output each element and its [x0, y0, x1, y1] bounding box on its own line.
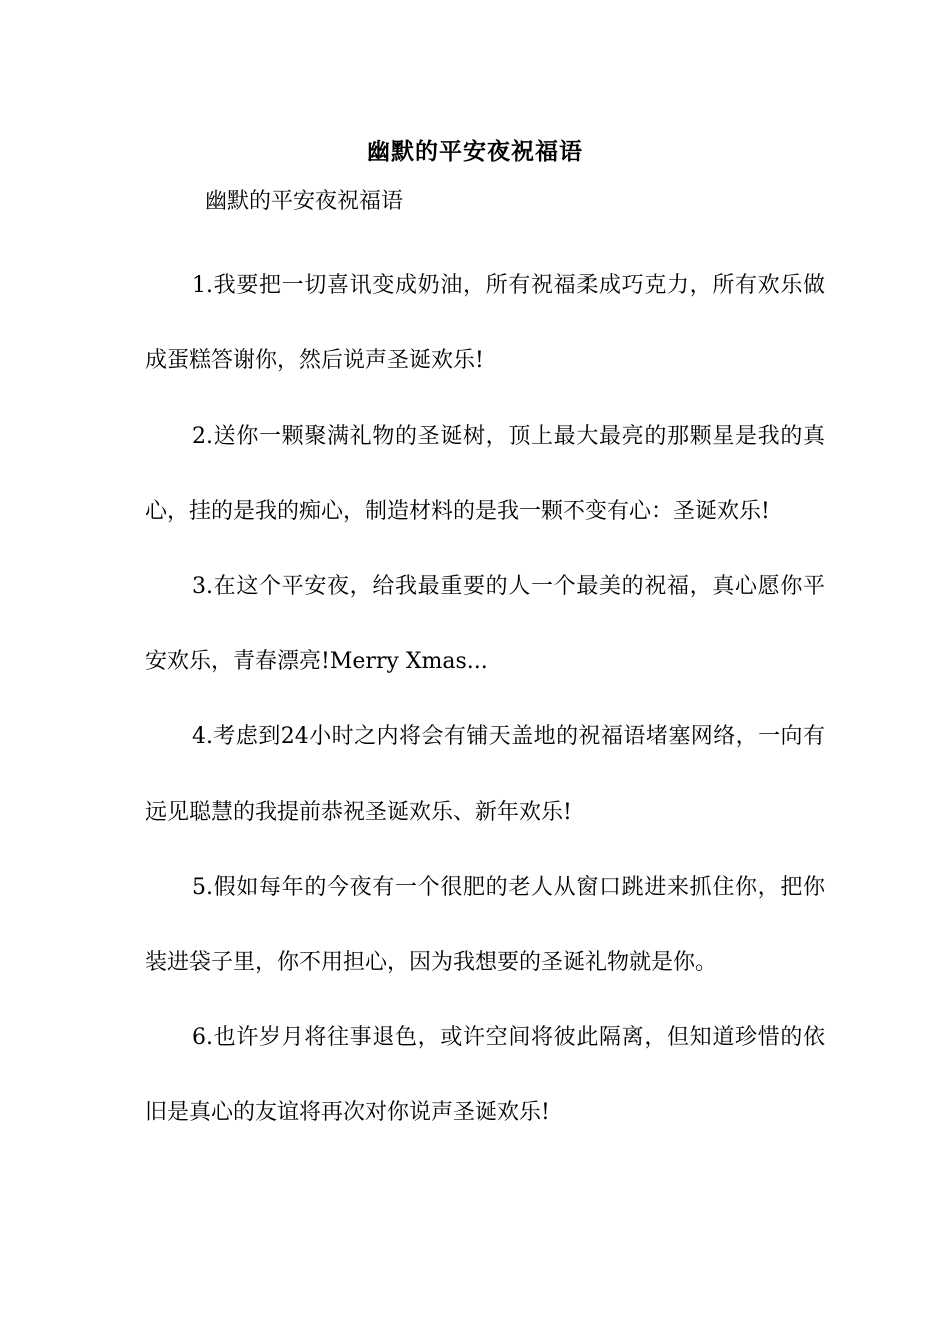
paragraph-6: 6.也许岁月将往事退色，或许空间将彼此隔离，但知道珍惜的依旧是真心的友谊将再次对你说声圣诞欢乐!	[145, 1025, 825, 1126]
document-subtitle: 幽默的平安夜祝福语	[205, 189, 404, 214]
document-body	[145, 183, 825, 1188]
document-title: 幽默的平安夜祝福语	[367, 138, 583, 165]
paragraph-1: 1.我要把一切喜讯变成奶油，所有祝福柔成巧克力，所有欢乐做成蛋糕答谢你，然后说声圣诞欢乐!	[145, 273, 825, 374]
paragraph-5: 5.假如每年的今夜有一个很肥的老人从窗口跳进来抓住你，把你装进袋子里，你不用担心，因为我想要的圣诞礼物就是你。	[145, 874, 825, 976]
paragraph-2: 2.送你一颗聚满礼物的圣诞树，顶上最大最亮的那颗星是我的真心，挂的是我的痴心，制造材料的是我一颗不变有心：圣诞欢乐!	[145, 423, 825, 524]
paragraph-3: 3.在这个平安夜，给我最重要的人一个最美的祝福，真心愿你平安欢乐，青春漂亮!Merry Xmas...	[145, 574, 825, 675]
paragraph-4: 4.考虑到24小时之内将会有铺天盖地的祝福语堵塞网络，一向有远见聪慧的我提前恭祝圣诞欢乐、新年欢乐!	[145, 724, 825, 825]
